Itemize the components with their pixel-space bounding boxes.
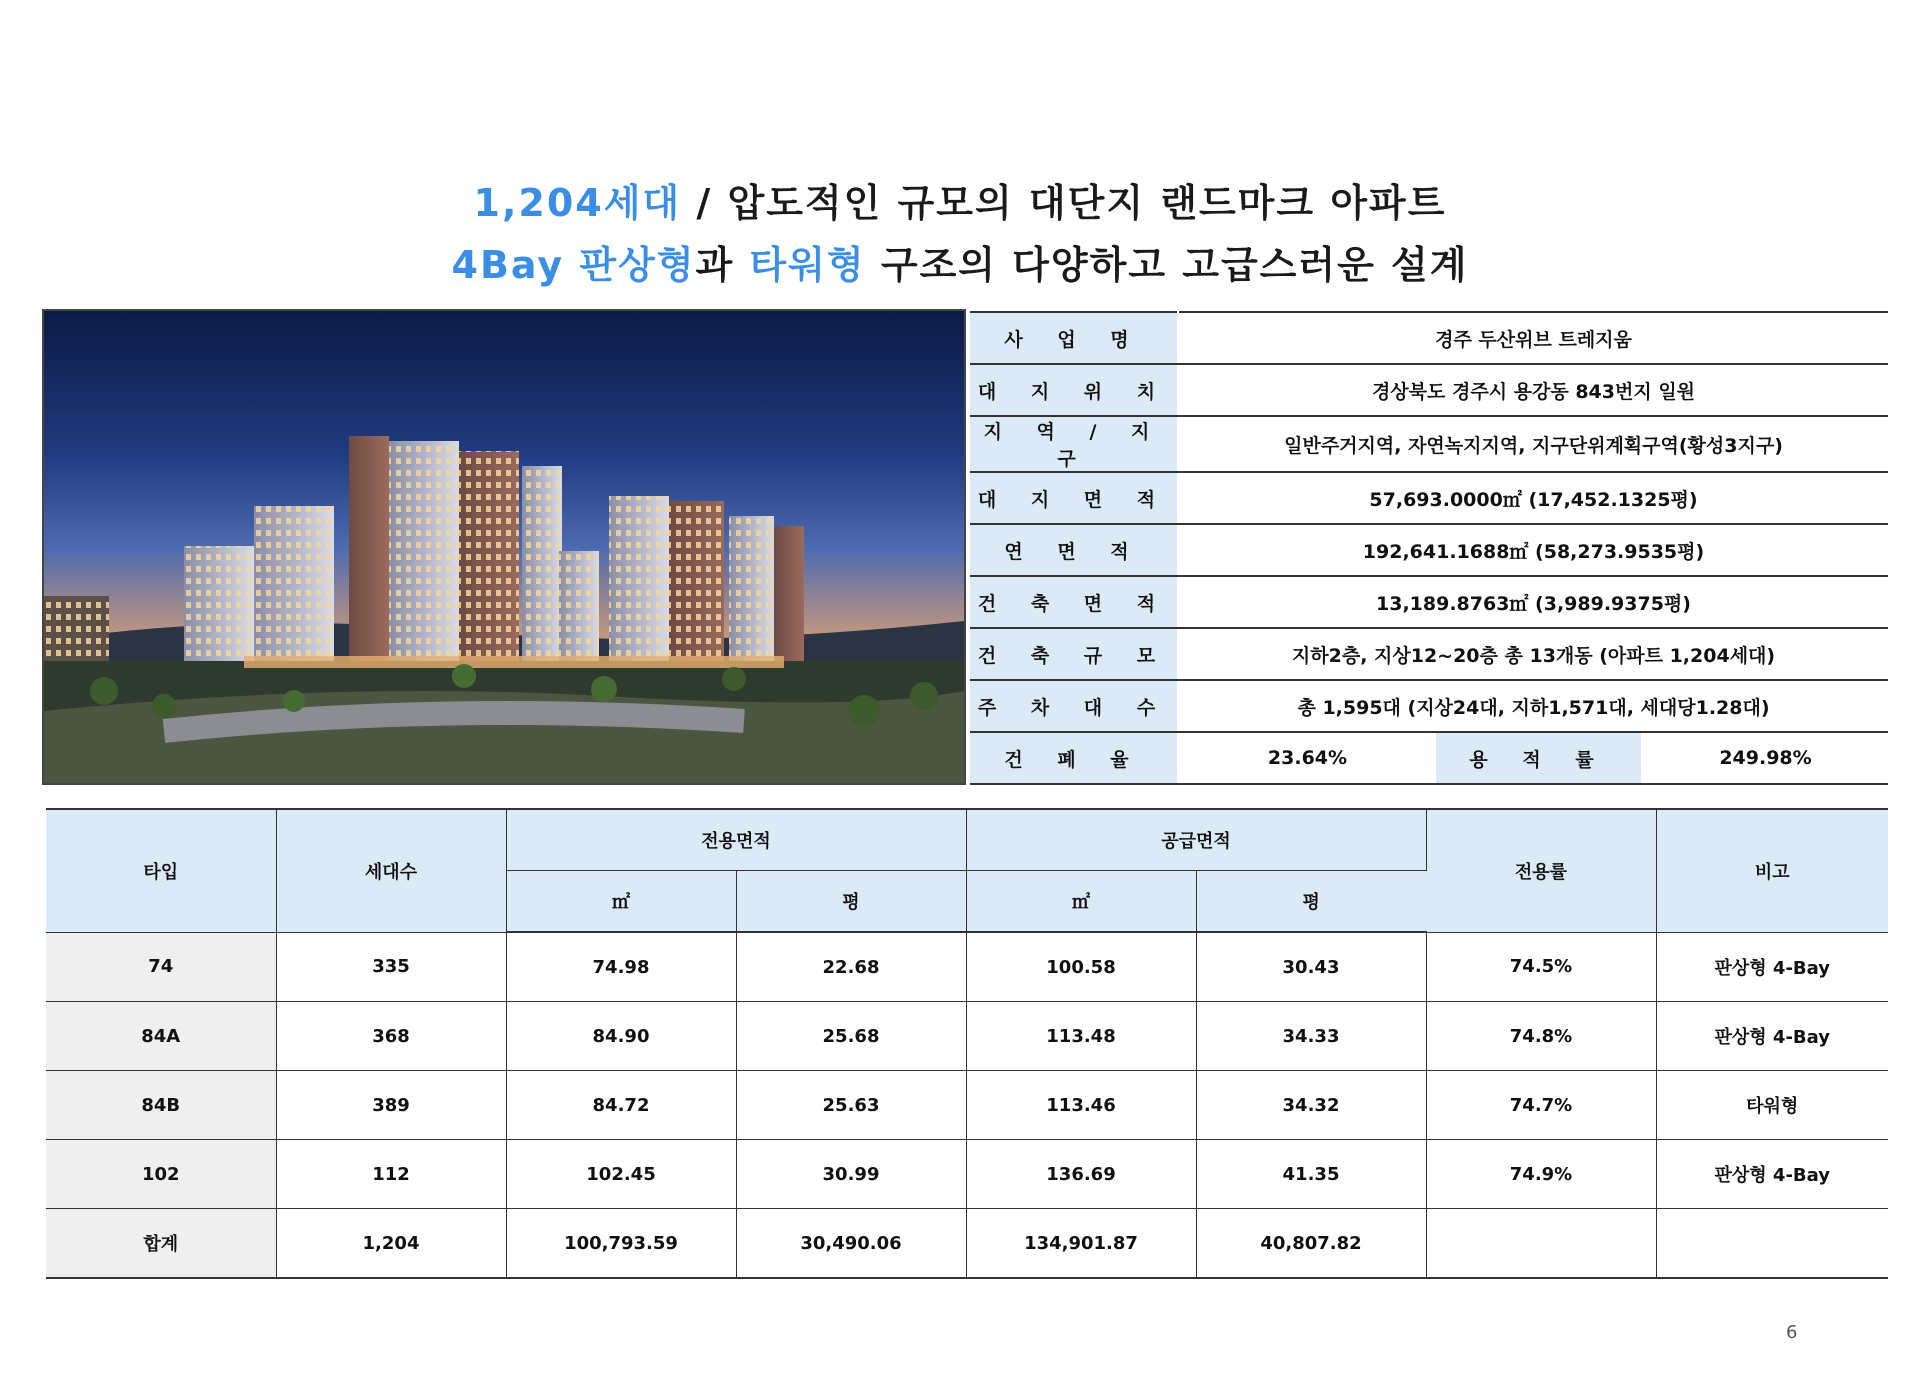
header-exclusive-ratio: 전용률: [1426, 809, 1656, 932]
overview-label: 건 폐 율: [970, 732, 1178, 784]
apartment-rendering-image: [42, 309, 966, 785]
overview-value: 249.98%: [1642, 732, 1888, 784]
header-exclusive-pyeong: 평: [736, 871, 966, 933]
header-households: 세대수: [276, 809, 506, 932]
cell-households: 335: [276, 932, 506, 1002]
table-row: [46, 1002, 1888, 1071]
overview-row: [970, 524, 1888, 576]
headline-4bay: 4Bay 판상형: [451, 243, 696, 287]
headline-line2: [0, 234, 1920, 289]
overview-value: 경상북도 경주시 용강동 843번지 일원: [1178, 364, 1888, 416]
cell-supply-pyeong: 34.32: [1196, 1071, 1426, 1140]
headline-households: 1,204세대: [473, 181, 682, 225]
project-overview-table: [970, 311, 1888, 785]
cell-ratio: 74.7%: [1426, 1071, 1656, 1140]
header-exclusive-area: 전용면적: [506, 809, 966, 871]
overview-label: 대 지 면 적: [970, 472, 1178, 524]
cell-type: 84B: [46, 1071, 276, 1140]
cell-total-note: [1656, 1209, 1888, 1279]
cell-exclusive-pyeong: 22.68: [736, 932, 966, 1002]
overview-row: [970, 680, 1888, 732]
table-row: [46, 932, 1888, 1002]
overview-value: 일반주거지역, 자연녹지지역, 지구단위계획구역(황성3지구): [1178, 416, 1888, 472]
headline-line1-text: / 압도적인 규모의 대단지 랜드마크 아파트: [681, 181, 1447, 225]
overview-value: 23.64%: [1178, 732, 1436, 784]
cell-exclusive-sqm: 102.45: [506, 1140, 736, 1209]
overview-value: 57,693.0000㎡ (17,452.1325평): [1178, 472, 1888, 524]
overview-label: 용 적 률: [1436, 732, 1642, 784]
overview-label: 지 역 / 지 구: [970, 416, 1178, 472]
cell-note: 판상형 4-Bay: [1656, 932, 1888, 1002]
table-total-row: [46, 1209, 1888, 1279]
cell-supply-pyeong: 30.43: [1196, 932, 1426, 1002]
cell-note: 판상형 4-Bay: [1656, 1002, 1888, 1071]
overview-row: [970, 416, 1888, 472]
overview-row: [970, 576, 1888, 628]
header-exclusive-sqm: ㎡: [506, 871, 736, 933]
overview-row: [970, 732, 1888, 784]
cell-exclusive-pyeong: 25.63: [736, 1071, 966, 1140]
cell-type: 84A: [46, 1002, 276, 1071]
cell-exclusive-pyeong: 25.68: [736, 1002, 966, 1071]
headline-line1: [0, 172, 1920, 227]
cell-total-exclusive-sqm: 100,793.59: [506, 1209, 736, 1279]
cell-total-ratio: [1426, 1209, 1656, 1279]
cell-type: 102: [46, 1140, 276, 1209]
header-note: 비고: [1656, 809, 1888, 932]
overview-label: 건 축 면 적: [970, 576, 1178, 628]
cell-exclusive-sqm: 84.72: [506, 1071, 736, 1140]
cell-supply-pyeong: 41.35: [1196, 1140, 1426, 1209]
cell-note: 타워형: [1656, 1071, 1888, 1140]
overview-label: 연 면 적: [970, 524, 1178, 576]
cell-exclusive-sqm: 74.98: [506, 932, 736, 1002]
cell-total-households: 1,204: [276, 1209, 506, 1279]
headline-tower: 타워형: [749, 243, 866, 287]
overview-value: 경주 두산위브 트레지움: [1178, 312, 1888, 364]
cell-households: 389: [276, 1071, 506, 1140]
overview-label: 사 업 명: [970, 312, 1178, 364]
overview-row: [970, 628, 1888, 680]
cell-supply-sqm: 113.46: [966, 1071, 1196, 1140]
overview-value: 13,189.8763㎡ (3,989.9375평): [1178, 576, 1888, 628]
page-number: 6: [1786, 1322, 1798, 1343]
cell-total-exclusive-pyeong: 30,490.06: [736, 1209, 966, 1279]
header-supply-pyeong: 평: [1196, 871, 1426, 933]
unit-type-table: [46, 808, 1888, 1279]
cell-ratio: 74.9%: [1426, 1140, 1656, 1209]
overview-label: 대 지 위 치: [970, 364, 1178, 416]
cell-exclusive-sqm: 84.90: [506, 1002, 736, 1071]
cell-total-supply-sqm: 134,901.87: [966, 1209, 1196, 1279]
overview-row: [970, 312, 1888, 364]
table-row: [46, 1071, 1888, 1140]
cell-note: 판상형 4-Bay: [1656, 1140, 1888, 1209]
cell-supply-pyeong: 34.33: [1196, 1002, 1426, 1071]
overview-value: 192,641.1688㎡ (58,273.9535평): [1178, 524, 1888, 576]
header-supply-sqm: ㎡: [966, 871, 1196, 933]
cell-total-label: 합계: [46, 1209, 276, 1279]
overview-value: 총 1,595대 (지상24대, 지하1,571대, 세대당1.28대): [1178, 680, 1888, 732]
cell-ratio: 74.8%: [1426, 1002, 1656, 1071]
header-type: 타입: [46, 809, 276, 932]
cell-total-supply-pyeong: 40,807.82: [1196, 1209, 1426, 1279]
cell-supply-sqm: 136.69: [966, 1140, 1196, 1209]
overview-row: [970, 364, 1888, 416]
cell-households: 112: [276, 1140, 506, 1209]
overview-label: 주 차 대 수: [970, 680, 1178, 732]
cell-exclusive-pyeong: 30.99: [736, 1140, 966, 1209]
table-row: [46, 1140, 1888, 1209]
cell-ratio: 74.5%: [1426, 932, 1656, 1002]
overview-row: [970, 472, 1888, 524]
headline-conj: 과: [695, 243, 750, 287]
cell-households: 368: [276, 1002, 506, 1071]
overview-value: 지하2층, 지상12~20층 총 13개동 (아파트 1,204세대): [1178, 628, 1888, 680]
overview-label: 건 축 규 모: [970, 628, 1178, 680]
cell-supply-sqm: 113.48: [966, 1002, 1196, 1071]
cell-supply-sqm: 100.58: [966, 932, 1196, 1002]
cell-type: 74: [46, 932, 276, 1002]
header-supply-area: 공급면적: [966, 809, 1426, 871]
headline-line2-text: 구조의 다양하고 고급스러운 설계: [865, 243, 1469, 287]
